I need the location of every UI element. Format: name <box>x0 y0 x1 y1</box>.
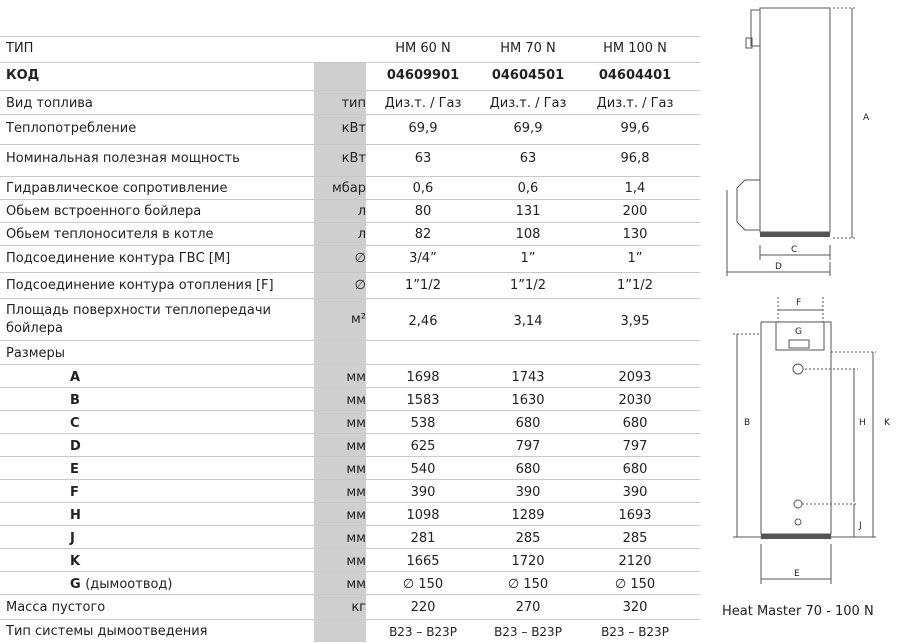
row-label: Обьем теплоносителя в котле <box>6 227 214 242</box>
row-unit: ∅ <box>354 278 366 293</box>
dim-label-k: K <box>884 418 890 428</box>
row-value-1: 2,46 <box>408 314 438 329</box>
row-value-2: 1” <box>520 251 536 266</box>
row-label: Обьем встроенного бойлера <box>6 204 202 219</box>
row-value-3: 2120 <box>618 554 652 569</box>
dimension-label: C <box>70 416 80 431</box>
row-value-2: 63 <box>519 151 537 166</box>
row-unit: мм <box>346 508 366 523</box>
code-label: КОД <box>6 68 40 83</box>
spec-row <box>0 90 700 115</box>
row-value-3: 680 <box>622 462 648 477</box>
row-value-2: 69,9 <box>513 121 543 136</box>
row-value-2: 0,6 <box>517 181 539 196</box>
spec-row <box>0 245 700 273</box>
row-value-3: B23 – B23P <box>601 625 669 639</box>
spec-row <box>0 272 700 299</box>
row-value-2: 270 <box>515 600 541 615</box>
row-label: Масса пустого <box>6 600 106 615</box>
dim-label-b: B <box>744 418 751 428</box>
row-value-2: 131 <box>515 204 541 219</box>
row-label-line-2: бойлера <box>6 321 63 336</box>
row-value-1: 390 <box>410 485 436 500</box>
row-value-1: 625 <box>410 439 436 454</box>
dimensions-heading-row <box>0 340 700 365</box>
row-value-2: 680 <box>515 462 541 477</box>
row-value-3: 680 <box>622 416 648 431</box>
spec-row <box>0 176 700 200</box>
type-label: ТИП <box>6 41 34 56</box>
row-value-3: 285 <box>622 531 648 546</box>
row-value-2: 285 <box>515 531 541 546</box>
row-value-3: 96,8 <box>620 151 650 166</box>
row-unit: мм <box>346 462 366 477</box>
row-value-1: 3/4” <box>409 251 437 266</box>
dimension-row <box>0 387 700 411</box>
dimension-row <box>0 571 700 595</box>
dimension-label: J <box>70 531 75 546</box>
row-label: Номинальная полезная мощность <box>6 151 240 166</box>
row-unit: мбар <box>331 181 366 196</box>
code-2: 04604501 <box>491 68 565 83</box>
row-value-2: 680 <box>515 416 541 431</box>
row-unit: кВт <box>341 151 366 166</box>
row-label: Вид топлива <box>6 96 93 111</box>
dim-label-c: C <box>791 245 798 255</box>
row-unit: мм <box>346 485 366 500</box>
row-value-2: Диз.т. / Газ <box>489 96 567 111</box>
row-value-1: ∅ 150 <box>402 577 444 592</box>
row-value-3: ∅ 150 <box>614 577 656 592</box>
row-value-3: 390 <box>622 485 648 500</box>
row-value-1: 0,6 <box>412 181 434 196</box>
row-label: Тип системы дымоотведения <box>6 624 208 639</box>
spec-row <box>0 594 700 620</box>
dimension-row <box>0 502 700 526</box>
row-unit: мм <box>346 554 366 569</box>
row-value-3: 1” <box>627 251 643 266</box>
dimension-row <box>0 364 700 388</box>
dimension-label: B <box>70 393 80 408</box>
row-value-1: Диз.т. / Газ <box>384 96 462 111</box>
row-value-3: 99,6 <box>620 121 650 136</box>
dimension-row <box>0 456 700 480</box>
dim-label-e: E <box>794 569 800 579</box>
row-label: Гидравлическое сопротивление <box>6 181 228 196</box>
row-value-2: 1630 <box>511 393 545 408</box>
spec-row <box>0 619 700 643</box>
row-value-1: 82 <box>414 227 432 242</box>
row-unit: кВт <box>341 121 366 136</box>
dimension-row <box>0 525 700 549</box>
row-value-3: 797 <box>622 439 648 454</box>
row-value-3: 200 <box>622 204 648 219</box>
dim-label-g: G <box>795 327 802 337</box>
row-value-1: 1583 <box>406 393 440 408</box>
model-1: HM 60 N <box>395 41 451 56</box>
row-value-2: 1743 <box>511 370 545 385</box>
row-value-3: Диз.т. / Газ <box>596 96 674 111</box>
row-unit: мм <box>346 393 366 408</box>
row-value-1: 540 <box>410 462 436 477</box>
row-value-3: 130 <box>622 227 648 242</box>
row-value-3: 1,4 <box>624 181 646 196</box>
dimension-label: A <box>70 370 81 385</box>
row-unit: ∅ <box>354 251 366 266</box>
spec-row <box>0 144 700 177</box>
spec-row <box>0 222 700 246</box>
header-code-row <box>0 62 700 91</box>
row-value-2: 1720 <box>511 554 545 569</box>
row-value-1: 80 <box>414 204 432 219</box>
row-value-2: 797 <box>515 439 541 454</box>
model-3: HM 100 N <box>603 41 667 56</box>
dimension-label: F <box>70 485 79 500</box>
dim-label-a: A <box>863 113 870 123</box>
row-label: Теплопотребление <box>6 121 137 136</box>
dimensions-heading: Размеры <box>6 346 66 361</box>
row-value-2: B23 – B23P <box>494 625 562 639</box>
spec-row <box>0 114 700 145</box>
dimension-label: E <box>70 462 79 477</box>
row-value-3: 1693 <box>618 508 652 523</box>
row-unit: тип <box>341 96 366 111</box>
row-value-1: 220 <box>410 600 436 615</box>
dim-label-d: D <box>775 262 782 272</box>
row-value-2: 3,14 <box>513 314 543 329</box>
dimension-row <box>0 548 700 572</box>
row-value-2: 1289 <box>511 508 545 523</box>
row-value-1: B23 – B23P <box>389 625 457 639</box>
row-value-1: 63 <box>414 151 432 166</box>
row-value-2: 1”1/2 <box>510 278 546 293</box>
row-unit: мм <box>346 416 366 431</box>
dimension-suffix: (дымоотвод) <box>85 577 173 592</box>
row-value-1: 1698 <box>406 370 440 385</box>
row-label: Подсоединение контура отопления [F] <box>6 278 274 293</box>
dim-label-j: J <box>859 521 862 531</box>
row-value-1: 1”1/2 <box>405 278 441 293</box>
row-value-3: 1”1/2 <box>617 278 653 293</box>
dim-label-f: F <box>796 298 802 308</box>
row-value-1: 69,9 <box>408 121 438 136</box>
row-value-2: 108 <box>515 227 541 242</box>
header-type-row <box>0 36 700 63</box>
row-value-2: 390 <box>515 485 541 500</box>
row-value-1: 1665 <box>406 554 440 569</box>
dimension-letter: G <box>70 577 81 592</box>
row-unit: кг <box>351 600 366 615</box>
row-label: Подсоединение контура ГВС [M] <box>6 251 231 266</box>
spec-row <box>0 298 700 341</box>
row-unit: мм <box>346 577 366 592</box>
row-label: Площадь поверхности теплопередачи <box>6 303 272 318</box>
spec-row <box>0 199 700 223</box>
dimension-label <box>70 577 173 593</box>
dimension-label: K <box>70 554 81 569</box>
row-value-3: 2030 <box>618 393 652 408</box>
row-unit: л <box>357 227 366 242</box>
row-unit: л <box>357 204 366 219</box>
code-1: 04609901 <box>386 68 460 83</box>
row-value-3: 2093 <box>618 370 652 385</box>
row-value-2: ∅ 150 <box>507 577 549 592</box>
row-value-1: 538 <box>410 416 436 431</box>
row-value-3: 320 <box>622 600 648 615</box>
row-unit: мм <box>346 370 366 385</box>
boiler-side-view-diagram <box>715 0 895 285</box>
dimension-label: D <box>70 439 81 454</box>
dimension-label: H <box>70 508 81 523</box>
code-3: 04604401 <box>598 68 672 83</box>
boiler-front-view-diagram <box>728 292 898 592</box>
row-value-3: 3,95 <box>620 314 650 329</box>
row-value-1: 281 <box>410 531 436 546</box>
dimension-row <box>0 433 700 457</box>
row-unit: мм <box>346 439 366 454</box>
model-2: HM 70 N <box>500 41 556 56</box>
row-unit: мм <box>346 531 366 546</box>
row-unit: м² <box>350 312 366 327</box>
dim-label-h: H <box>859 418 866 428</box>
dimension-row <box>0 479 700 503</box>
dimension-row <box>0 410 700 434</box>
row-value-1: 1098 <box>406 508 440 523</box>
diagram-caption: Heat Master 70 - 100 N <box>722 604 874 619</box>
